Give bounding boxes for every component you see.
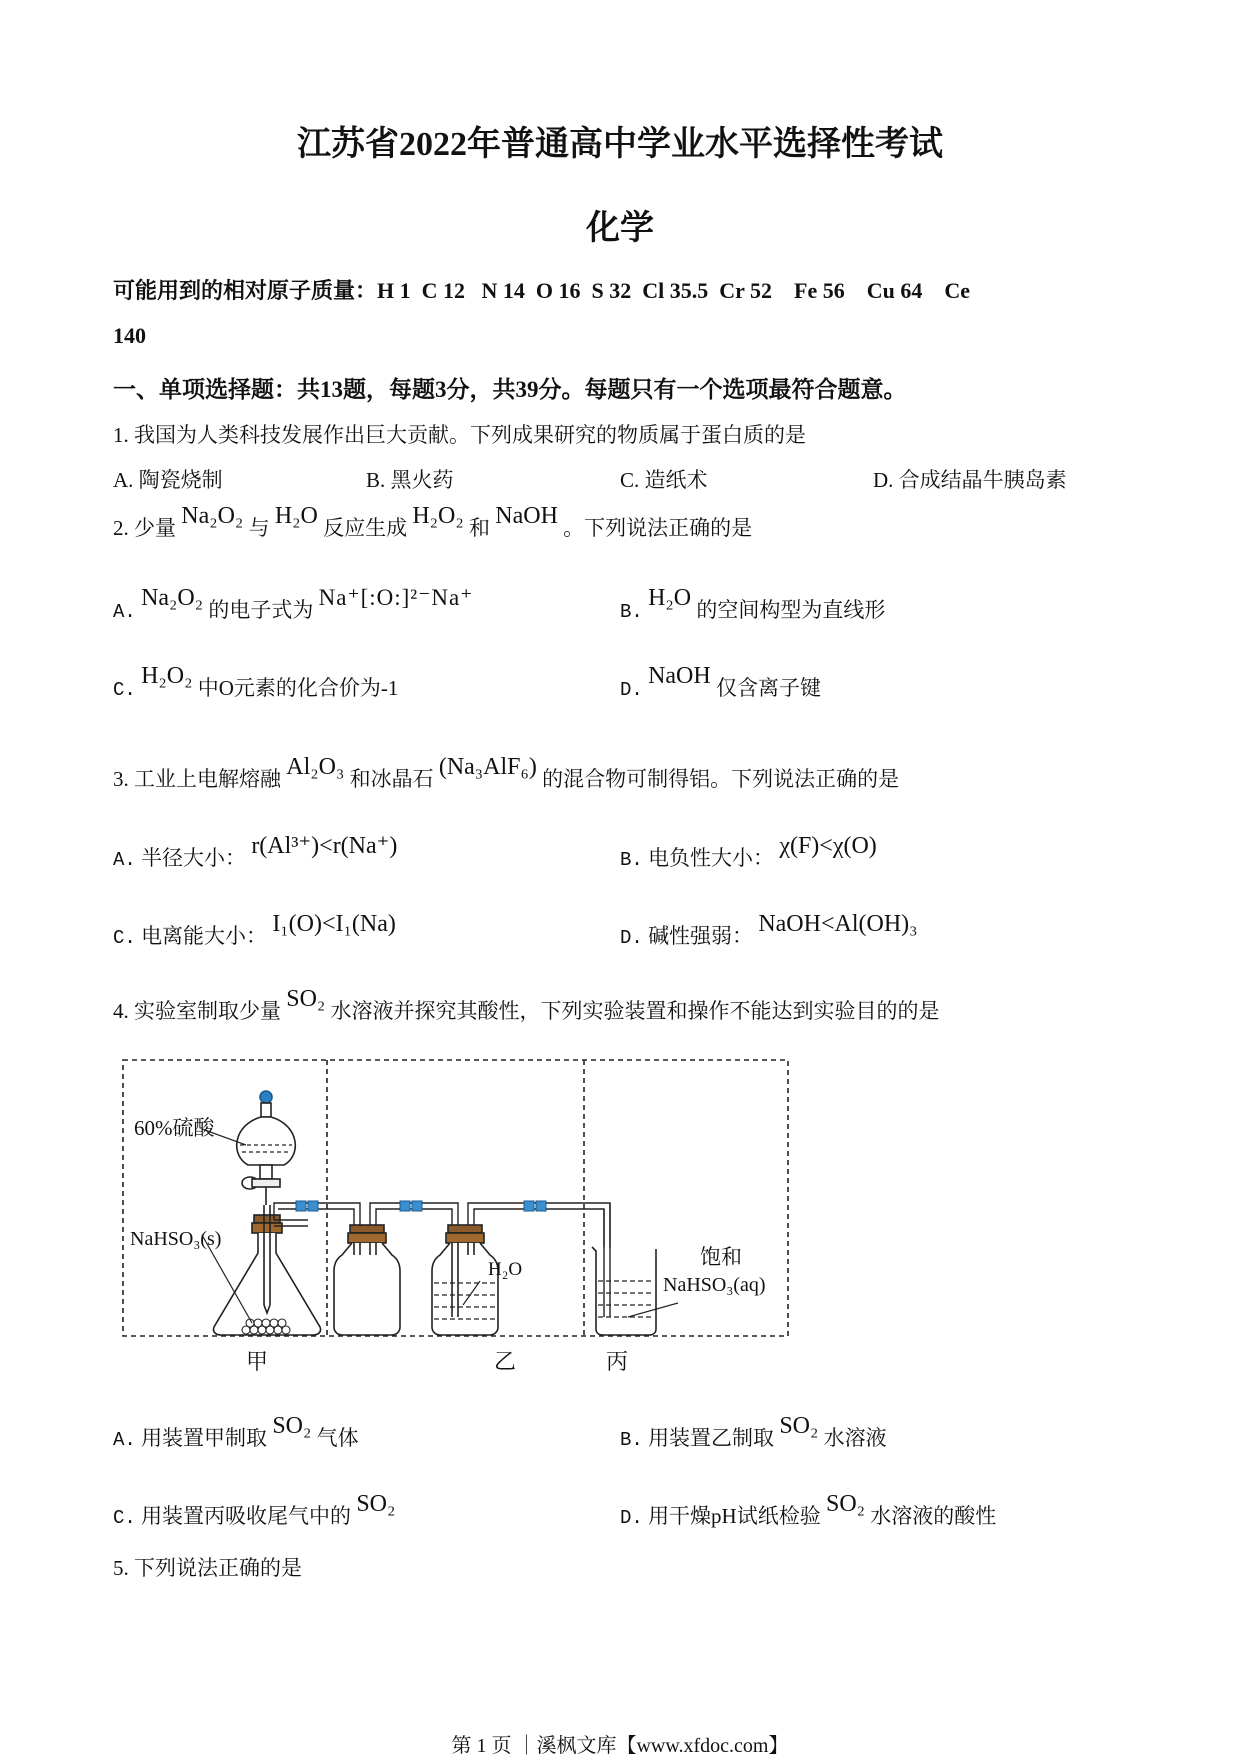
- q2-number: 2. 少量: [113, 516, 176, 540]
- q2-stem: [113, 503, 753, 542]
- q1-option-d: D. 合成结晶牛胰岛素: [873, 468, 1067, 492]
- solid-particles-icon: [242, 1319, 290, 1334]
- q2-c-text: 中O元素的化合价为-1: [197, 676, 399, 700]
- electron-formula: Na⁺[:O:]²⁻Na⁺: [318, 585, 474, 610]
- q3-number: 3. 工业上电解熔融: [113, 767, 281, 791]
- q1-option-a: A. 陶瓷烧制: [113, 468, 223, 492]
- option-label: B.: [620, 601, 643, 623]
- formula-na3alf6: (Na₃AlF₆): [438, 754, 537, 780]
- q3-text: 的混合物可制得铝。下列说法正确的是: [542, 767, 900, 791]
- q4-text: 水溶液并探究其酸性，下列实验装置和操作不能达到实验目的的是: [330, 999, 940, 1023]
- q4-a-text: 用装置甲制取: [141, 1426, 268, 1450]
- option-label: D.: [620, 927, 643, 949]
- q4-a-tail: 气体: [316, 1426, 359, 1450]
- subject-title: 化学: [586, 210, 654, 247]
- q4-stem: [113, 986, 940, 1025]
- option-label: A.: [113, 1429, 136, 1451]
- q4-b-text: 用装置乙制取: [648, 1426, 775, 1450]
- q5-stem: 5. 下列说法正确的是: [113, 1556, 302, 1580]
- q3-stem: [113, 754, 900, 793]
- q2-option-a: [113, 585, 474, 624]
- q3-option-c: [113, 911, 396, 950]
- q4-option-b: [620, 1413, 887, 1452]
- water-label: H₂O: [488, 1259, 523, 1280]
- separatory-funnel-icon: [237, 1091, 296, 1205]
- q3-text: 和冰晶石: [349, 767, 434, 791]
- formula-h2o: H₂O: [648, 585, 692, 611]
- q3-c-text: 电离能大小：: [141, 924, 268, 948]
- q2-option-d: [620, 663, 821, 702]
- formula-so2: SO₂: [779, 1413, 819, 1439]
- q2-b-text: 的空间构型为直线形: [696, 598, 886, 622]
- q4-option-c: [113, 1491, 396, 1530]
- saturated-solution-label: NaHSO₃(aq): [663, 1274, 766, 1296]
- formula-ionization: I₁(O)<I₁(Na): [272, 911, 396, 937]
- q3-a-text: 半径大小：: [141, 846, 247, 870]
- formula-na2o2: Na₂O₂: [181, 503, 244, 529]
- exam-title: 江苏省2022年普通高中学业水平选择性考试: [297, 126, 943, 163]
- acid-label: 60%硫酸: [134, 1116, 215, 1140]
- q3-b-text: 电负性大小：: [648, 846, 775, 870]
- q2-text: 反应生成: [323, 516, 408, 540]
- section1-heading: 一、单项选择题：共13题，每题3分，共39分。每题只有一个选项最符合题意。: [113, 377, 907, 402]
- unit-yi-label: 乙: [494, 1349, 517, 1374]
- beaker-icon: [592, 1203, 678, 1335]
- formula-h2o2: H₂O₂: [141, 663, 193, 689]
- solid-label: NaHSO₃(s): [130, 1228, 222, 1250]
- formula-so2: SO₂: [286, 986, 326, 1012]
- q4-d-tail: 水溶液的酸性: [870, 1504, 997, 1528]
- q2-text: 和: [469, 516, 490, 540]
- formula-h2o2: H₂O₂: [412, 503, 464, 529]
- q2-option-c: [113, 663, 399, 702]
- atomic-masses-line: [113, 274, 970, 305]
- option-label: C.: [113, 679, 136, 701]
- formula-radius: r(Al³⁺)<r(Na⁺): [251, 833, 398, 859]
- q3-option-b: [620, 833, 877, 872]
- q2-option-b: [620, 585, 886, 624]
- q2-d-text: 仅含离子键: [715, 676, 821, 700]
- q1-option-b: B. 黑火药: [366, 468, 454, 492]
- formula-h2o: H₂O: [274, 503, 318, 529]
- option-label: A.: [113, 849, 136, 871]
- q4-option-d: [620, 1491, 997, 1530]
- option-label: D.: [620, 1507, 643, 1529]
- page-footer: 第 1 页 ｜溪枫文库【www.xfdoc.com】: [451, 1735, 789, 1757]
- q2-text: 。下列说法正确的是: [563, 516, 753, 540]
- unit-bing-label: 丙: [606, 1349, 629, 1374]
- apparatus-diagram: [118, 1055, 798, 1375]
- water-gas-bottle-icon: [432, 1225, 498, 1335]
- option-label: C.: [113, 927, 136, 949]
- conical-flask-icon: [213, 1205, 320, 1335]
- q2-text: 与: [248, 516, 270, 540]
- empty-gas-bottle-icon: [334, 1225, 400, 1335]
- unit-jia-label: 甲: [246, 1349, 269, 1374]
- q4-c-text: 用装置丙吸收尾气中的: [141, 1504, 352, 1528]
- option-label: B.: [620, 849, 643, 871]
- formula-al2o3: Al₂O₃: [286, 754, 345, 780]
- atomic-masses-values: H 1 C 12 N 14 O 16 S 32 Cl 35.5 Cr 52 Fe 56 Cu 64 Ce: [377, 278, 970, 303]
- formula-so2: SO₂: [356, 1491, 396, 1517]
- q4-d-text: 用干燥pH试纸检验: [648, 1504, 821, 1528]
- formula-basicity: NaOH<Al(OH)₃: [758, 911, 918, 937]
- formula-electronegativity: χ(F)<χ(O): [779, 833, 877, 859]
- atomic-masses-label: 可能用到的相对原子质量：: [113, 278, 378, 303]
- formula-naoh: NaOH: [495, 503, 558, 529]
- q2-a-text: 的电子式为: [208, 598, 314, 622]
- q4-number: 4. 实验室制取少量: [113, 999, 281, 1023]
- option-label: C.: [113, 1507, 136, 1529]
- formula-so2: SO₂: [825, 1491, 866, 1517]
- option-label: A.: [113, 601, 136, 623]
- formula-so2: SO₂: [272, 1413, 312, 1439]
- option-label: B.: [620, 1429, 643, 1451]
- option-label: D.: [620, 679, 643, 701]
- q1-stem: 1. 我国为人类科技发展作出巨大贡献。下列成果研究的物质属于蛋白质的是: [113, 423, 806, 447]
- q4-option-a: [113, 1413, 359, 1452]
- q3-d-text: 碱性强弱：: [648, 924, 754, 948]
- saturated-label: 饱和: [700, 1245, 742, 1269]
- q3-option-d: [620, 911, 918, 950]
- atomic-masses-line2: 140: [113, 323, 146, 348]
- q4-b-tail: 水溶液: [823, 1426, 887, 1450]
- q3-option-a: [113, 833, 398, 872]
- formula-na2o2: Na₂O₂: [141, 585, 204, 611]
- formula-naoh: NaOH: [648, 663, 711, 689]
- q1-option-c: C. 造纸术: [620, 468, 708, 492]
